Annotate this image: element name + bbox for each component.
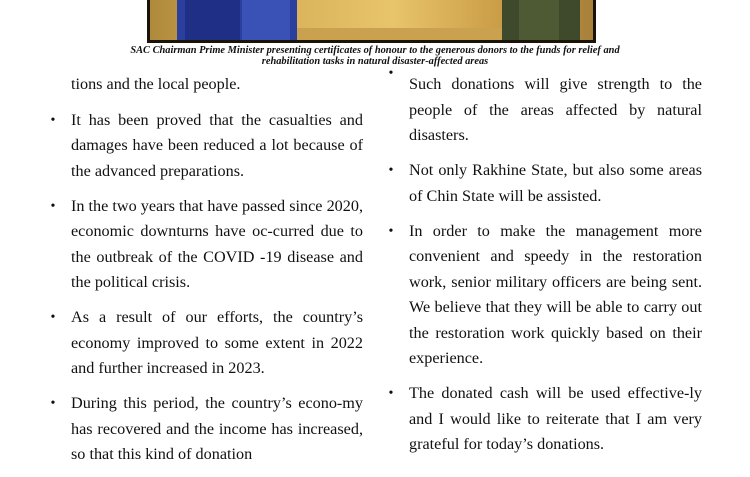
list-item-text: In the two years that have passed since 2020, economic downturns have oc-curred due to the outbreak of the COVID -19 disease and the political crisis. bbox=[71, 196, 363, 291]
bullet-icon: • bbox=[50, 112, 56, 128]
bullet-icon: • bbox=[50, 198, 56, 214]
list-item-text: As a result of our efforts, the country’s economy improved to some extent in 2022 and further increased in 2023. bbox=[71, 308, 363, 377]
continued-text: tions and the local people. bbox=[71, 75, 241, 93]
list-item bbox=[48, 305, 363, 382]
bullet-icon: • bbox=[388, 66, 394, 81]
bullet-icon: • bbox=[388, 223, 394, 239]
list-item-text: It has been proved that the casualties and damages have been reduced a lot because of the advanced preparations. bbox=[71, 110, 363, 180]
bullet-icon: • bbox=[50, 310, 56, 325]
bullet-icon: • bbox=[388, 163, 394, 178]
caption-line-2: rehabilitation tasks in natural disaster-affected areas bbox=[261, 56, 489, 67]
right-column bbox=[386, 66, 702, 467]
list-item bbox=[48, 391, 363, 468]
photo-caption bbox=[40, 45, 710, 67]
list-item bbox=[386, 158, 702, 209]
caption-line-1: SAC Chairman Prime Minister presenting certificates of honour to the generous donors to the funds for relief and bbox=[130, 45, 620, 56]
bullet-icon: • bbox=[50, 396, 56, 411]
list-item bbox=[386, 381, 702, 458]
bullet-icon: • bbox=[388, 386, 394, 401]
left-column bbox=[48, 72, 363, 477]
list-item bbox=[48, 108, 363, 185]
list-item-text: Such donations will give strength to the people of the areas affected by natural disasters. bbox=[409, 75, 702, 144]
list-item-text: Not only Rakhine State, but also some areas of Chin State will be assisted. bbox=[409, 161, 702, 205]
list-item bbox=[386, 66, 702, 149]
list-item-text: In order to make the management more convenient and speedy in the restoration work, senior military officers are being sent. We believe that they will be able to carry out the restoration work quickly based on their experience. bbox=[409, 221, 702, 367]
list-item bbox=[386, 219, 702, 372]
right-bullet-list bbox=[386, 66, 702, 458]
left-bullet-list bbox=[48, 108, 363, 468]
list-item-text: The donated cash will be used effective-ly and I would like to reiterate that I am very grateful for today’s donations. bbox=[409, 384, 702, 453]
list-item bbox=[48, 194, 363, 296]
list-item-text: During this period, the country’s econo-my has recovered and the income has increased, so that this kind of donation bbox=[71, 394, 363, 463]
ceremony-photo bbox=[147, 0, 596, 43]
